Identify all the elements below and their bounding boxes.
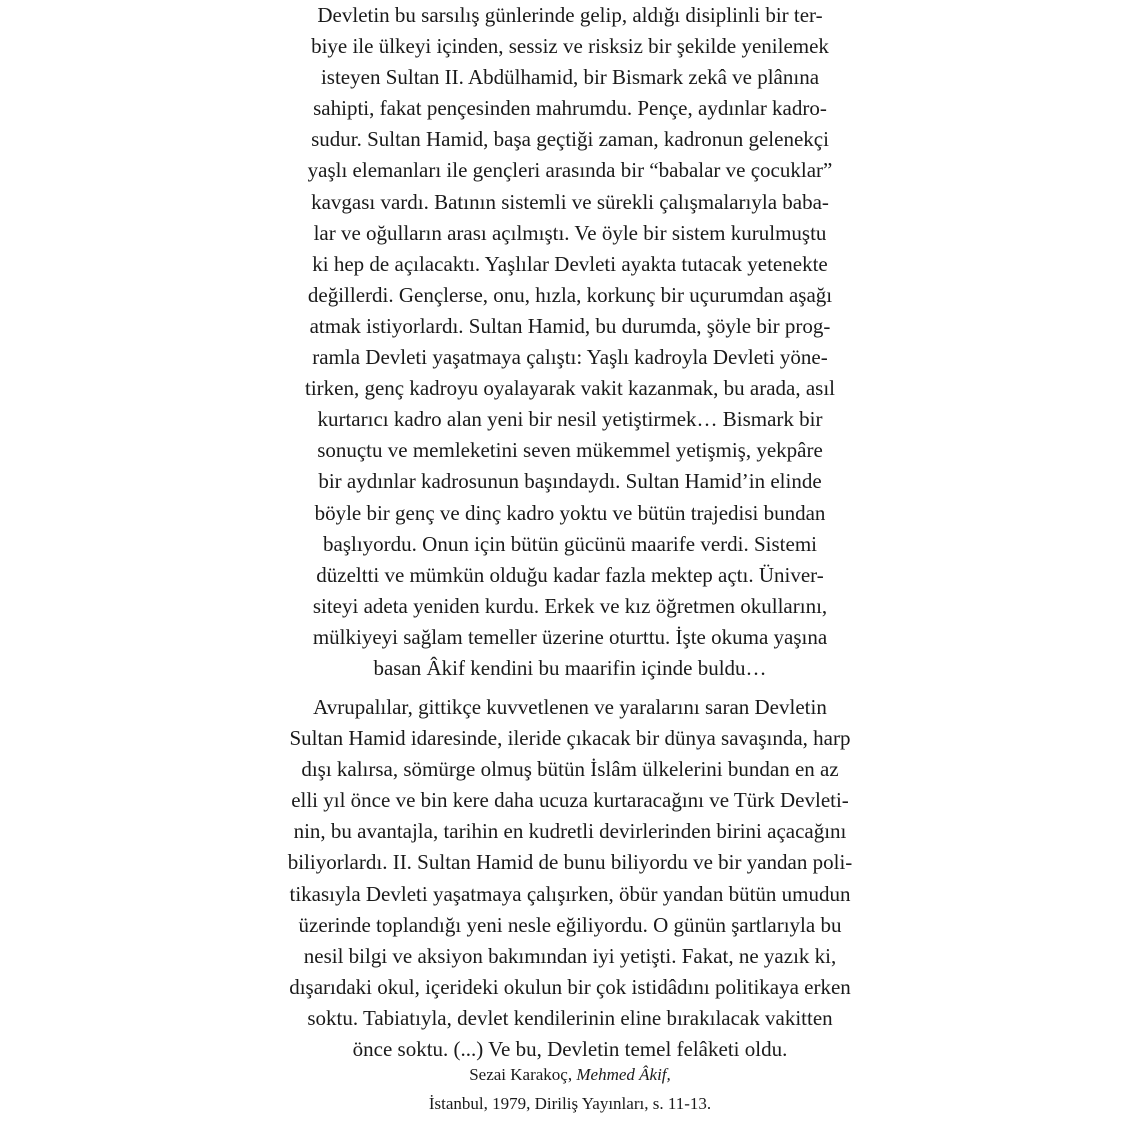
text-line: başlıyordu. Onun için bütün gücünü maarife verdi. Sistemi <box>323 531 817 556</box>
text-line: mülkiyeyi sağlam temeller üzerine oturttu. İşte okuma yaşına <box>312 624 828 649</box>
text-line: dışarıdaki okul, içerideki okulun bir çok istidâdını politikaya erken <box>289 974 851 999</box>
text-line: tikasıyla Devleti yaşatmaya çalışırken, öbür yandan bütün umudun <box>289 881 851 906</box>
citation-publication: İstanbul, 1979, Diriliş Yayınları, s. 11-13. <box>428 1094 712 1113</box>
citation <box>240 1060 900 1118</box>
text-line: ramla Devleti yaşatmaya çalıştı: Yaşlı kadroyla Devleti yöne- <box>312 345 828 370</box>
text-line: tirken, genç kadroyu oyalayarak vakit kazanmak, bu arada, asıl <box>304 376 836 401</box>
text-line: siteyi adeta yeniden kurdu. Erkek ve kız öğretmen okullarını, <box>312 593 828 618</box>
text-line: atmak istiyorlardı. Sultan Hamid, bu durumda, şöyle bir prog- <box>309 313 831 338</box>
text-line: üzerinde toplandığı yeni nesle eğiliyordu. O günün şartlarıyla bu <box>298 912 842 937</box>
citation-line-1 <box>240 1060 900 1089</box>
text-line: Sultan Hamid idaresinde, ileride çıkacak bir dünya savaşında, harp <box>289 726 851 751</box>
text-line: Devletin bu sarsılış günlerinde gelip, aldığı disiplinli bir ter- <box>317 3 823 27</box>
text-line: elli yıl önce ve bin kere daha ucuza kurtaracağını ve Türk Devleti- <box>291 788 849 813</box>
text-line: biliyorlardı. II. Sultan Hamid de bunu biliyordu ve bir yandan poli- <box>287 850 853 875</box>
text-line: bir aydınlar kadrosunun başındaydı. Sultan Hamid’in elinde <box>318 469 822 494</box>
text-line: basan Âkif kendini bu maarifin içinde buldu… <box>373 655 767 680</box>
paragraph-1 <box>240 0 900 684</box>
text-line: sudur. Sultan Hamid, başa geçtiği zaman, kadronun gelenekçi <box>311 127 829 152</box>
text-line: soktu. Tabiatıyla, devlet kendilerinin eline bırakılacak vakitten <box>307 1005 833 1030</box>
text-line: Avrupalılar, gittikçe kuvvetlenen ve yaralarını saran Devletin <box>313 695 827 719</box>
text-line: sonuçtu ve memleketini seven mükemmel yetişmiş, yekpâre <box>317 438 823 463</box>
text-line: böyle bir genç ve dinç kadro yoktu ve bütün trajedisi bundan <box>314 500 826 525</box>
paragraph-2 <box>240 692 900 1065</box>
text-line: nesil bilgi ve aksiyon bakımından iyi yetişti. Fakat, ne yazık ki, <box>303 943 837 968</box>
text-line: önce soktu. (...) Ve bu, Devletin temel felâketi oldu. <box>352 1037 788 1062</box>
text-line: değillerdi. Gençlerse, onu, hızla, korkunç bir uçurumdan aşağı <box>307 282 833 307</box>
text-line: kavgası vardı. Batının sistemli ve sürekli çalışmalarıyla baba- <box>311 189 829 214</box>
text-line: kurtarıcı kadro alan yeni bir nesil yetiştirmek… Bismark bir <box>317 407 823 432</box>
text-line: dışı kalırsa, sömürge olmuş bütün İslâm ülkelerini bundan en az <box>301 757 839 782</box>
text-line: biye ile ülkeyi içinden, sessiz ve risksiz bir şekilde yenilemek <box>311 34 829 59</box>
text-line: nin, bu avantajla, tarihin en kudretli devirlerinden birini açacağını <box>293 819 847 844</box>
text-line: isteyen Sultan II. Abdülhamid, bir Bismark zekâ ve plânına <box>320 65 820 90</box>
citation-author: Sezai Karakoç, <box>469 1065 573 1084</box>
text-line: düzeltti ve mümkün olduğu kadar fazla mektep açtı. Üniver- <box>316 562 824 587</box>
text-line: ki hep de açılacaktı. Yaşlılar Devleti ayakta tutacak yetenekte <box>312 251 828 276</box>
citation-title: Mehmed Âkif, <box>576 1065 671 1084</box>
text-line: yaşlı elemanları ile gençleri arasında bir “babalar ve çocuklar” <box>307 158 833 183</box>
text-line: lar ve oğulların arası açılmıştı. Ve öyle bir sistem kurulmuştu <box>313 220 827 245</box>
text-line: sahipti, fakat pençesinden mahrumdu. Pençe, aydınlar kadro- <box>313 96 827 121</box>
